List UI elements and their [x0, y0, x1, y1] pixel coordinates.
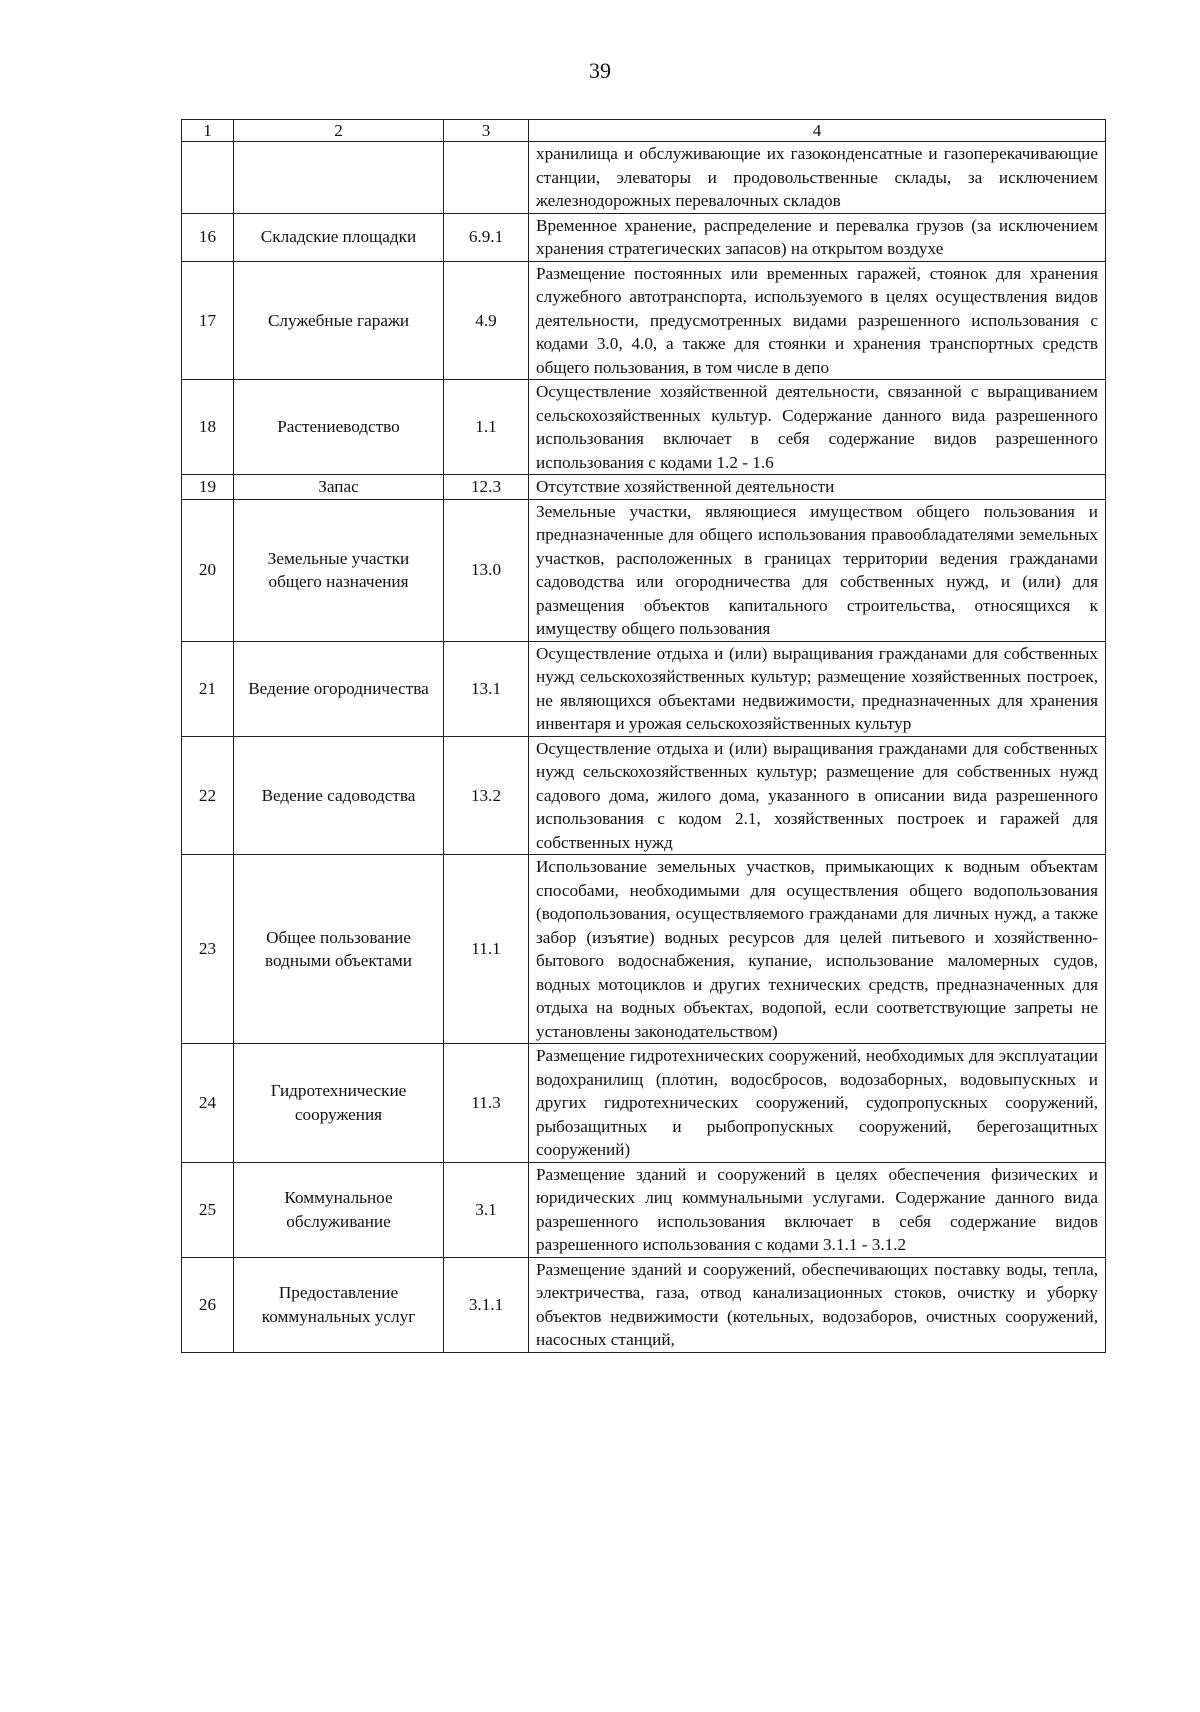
row-number: 23 [182, 855, 234, 1044]
row-number: 22 [182, 736, 234, 855]
table-row [182, 641, 1106, 736]
use-name: Запас [234, 475, 444, 500]
table-row [182, 380, 1106, 475]
row-number: 24 [182, 1044, 234, 1163]
use-code: 6.9.1 [444, 213, 529, 261]
table-row [182, 736, 1106, 855]
header-col-4: 4 [529, 120, 1106, 142]
table-row [182, 1257, 1106, 1352]
use-description: Земельные участки, являющиеся имуществом общего пользования и предназначенные для общего использования правообладателями земельных участков, расположенных в границах территории ведения гражданами садоводства или огородничества для собственных нужд, и (или) для размещения объектов капитального строительства, относящихся к имуществу общего пользования [529, 499, 1106, 641]
row-number: 25 [182, 1162, 234, 1257]
row-number: 17 [182, 261, 234, 380]
row-number: 16 [182, 213, 234, 261]
table-row [182, 213, 1106, 261]
use-description: Осуществление хозяйственной деятельности, связанной с выращиванием сельскохозяйственных культур. Содержание данного вида разрешенного использования включает в себя содержание видов разрешенного использования с кодами 1.2 - 1.6 [529, 380, 1106, 475]
row-number: 21 [182, 641, 234, 736]
use-name: Гидротехнические сооружения [234, 1044, 444, 1163]
use-name: Ведение садоводства [234, 736, 444, 855]
table-row [182, 1162, 1106, 1257]
row-number: 26 [182, 1257, 234, 1352]
use-name: Коммунальное обслуживание [234, 1162, 444, 1257]
header-col-2: 2 [234, 120, 444, 142]
use-code: 1.1 [444, 380, 529, 475]
use-description: Использование земельных участков, примыкающих к водным объектам способами, необходимыми для осуществления общего водопользования (водопользования, осуществляемого гражданами для личных нужд, а также забор (изъятие) водных ресурсов для целей питьевого и хозяйственно-бытового водоснабжения, купание, использование маломерных судов, водных мотоциклов и других технических средств, предназначенных для отдыха на водных объектах, водопой, если соответствующие запреты не установлены законодательством) [529, 855, 1106, 1044]
use-code [444, 142, 529, 214]
row-number: 20 [182, 499, 234, 641]
header-row [182, 120, 1106, 142]
use-name: Земельные участки общего назначения [234, 499, 444, 641]
use-code: 11.3 [444, 1044, 529, 1163]
use-name [234, 142, 444, 214]
use-name: Служебные гаражи [234, 261, 444, 380]
use-code: 11.1 [444, 855, 529, 1044]
use-description: Размещение постоянных или временных гаражей, стоянок для хранения служебного автотранспорта, используемого в целях осуществления видов деятельности, предусмотренных видами разрешенного использования с кодами 3.0, 4.0, а также для стоянки и хранения транспортных средств общего пользования, в том числе в депо [529, 261, 1106, 380]
row-number: 19 [182, 475, 234, 500]
use-name: Общее пользование водными объектами [234, 855, 444, 1044]
use-code: 13.1 [444, 641, 529, 736]
use-name: Складские площадки [234, 213, 444, 261]
use-name: Ведение огородничества [234, 641, 444, 736]
land-use-table [181, 119, 1106, 1353]
use-description: Осуществление отдыха и (или) выращивания гражданами для собственных нужд сельскохозяйственных культур; размещение для собственных нужд садового дома, жилого дома, указанного в описании вида разрешенного использования с кодом 2.1, хозяйственных построек и гаражей для собственных нужд [529, 736, 1106, 855]
use-code: 3.1.1 [444, 1257, 529, 1352]
use-code: 3.1 [444, 1162, 529, 1257]
header-col-1: 1 [182, 120, 234, 142]
use-name: Предоставление коммунальных услуг [234, 1257, 444, 1352]
use-description: Отсутствие хозяйственной деятельности [529, 475, 1106, 500]
row-number [182, 142, 234, 214]
table-row [182, 1044, 1106, 1163]
use-description: хранилища и обслуживающие их газоконденсатные и газоперекачивающие станции, элеваторы и продовольственные склады, за исключением железнодорожных перевалочных складов [529, 142, 1106, 214]
header-col-3: 3 [444, 120, 529, 142]
page-number: 39 [589, 58, 611, 83]
use-description: Размещение зданий и сооружений, обеспечивающих поставку воды, тепла, электричества, газа, отвод канализационных стоков, очистку и уборку объектов недвижимости (котельных, водозаборов, очистных сооружений, насосных станций, [529, 1257, 1106, 1352]
table-row [182, 261, 1106, 380]
use-code: 13.2 [444, 736, 529, 855]
use-code: 12.3 [444, 475, 529, 500]
use-description: Осуществление отдыха и (или) выращивания гражданами для собственных нужд сельскохозяйственных культур; размещение хозяйственных построек, не являющихся объектами недвижимости, предназначенных для хранения инвентаря и урожая сельскохозяйственных культур [529, 641, 1106, 736]
use-name: Растениеводство [234, 380, 444, 475]
table-row [182, 475, 1106, 500]
use-description: Размещение зданий и сооружений в целях обеспечения физических и юридических лиц коммунальными услугами. Содержание данного вида разрешенного использования включает в себя содержание видов разрешенного использования с кодами 3.1.1 - 3.1.2 [529, 1162, 1106, 1257]
use-description: Размещение гидротехнических сооружений, необходимых для эксплуатации водохранилищ (плотин, водосбросов, водозаборных, водовыпускных и других гидротехнических сооружений, судопропускных сооружений, рыбозащитных и рыбопропускных сооружений, берегозащитных сооружений) [529, 1044, 1106, 1163]
table-row [182, 855, 1106, 1044]
table-row [182, 499, 1106, 641]
use-code: 13.0 [444, 499, 529, 641]
use-code: 4.9 [444, 261, 529, 380]
use-description: Временное хранение, распределение и перевалка грузов (за исключением хранения стратегических запасов) на открытом воздухе [529, 213, 1106, 261]
row-number: 18 [182, 380, 234, 475]
table-row [182, 142, 1106, 214]
